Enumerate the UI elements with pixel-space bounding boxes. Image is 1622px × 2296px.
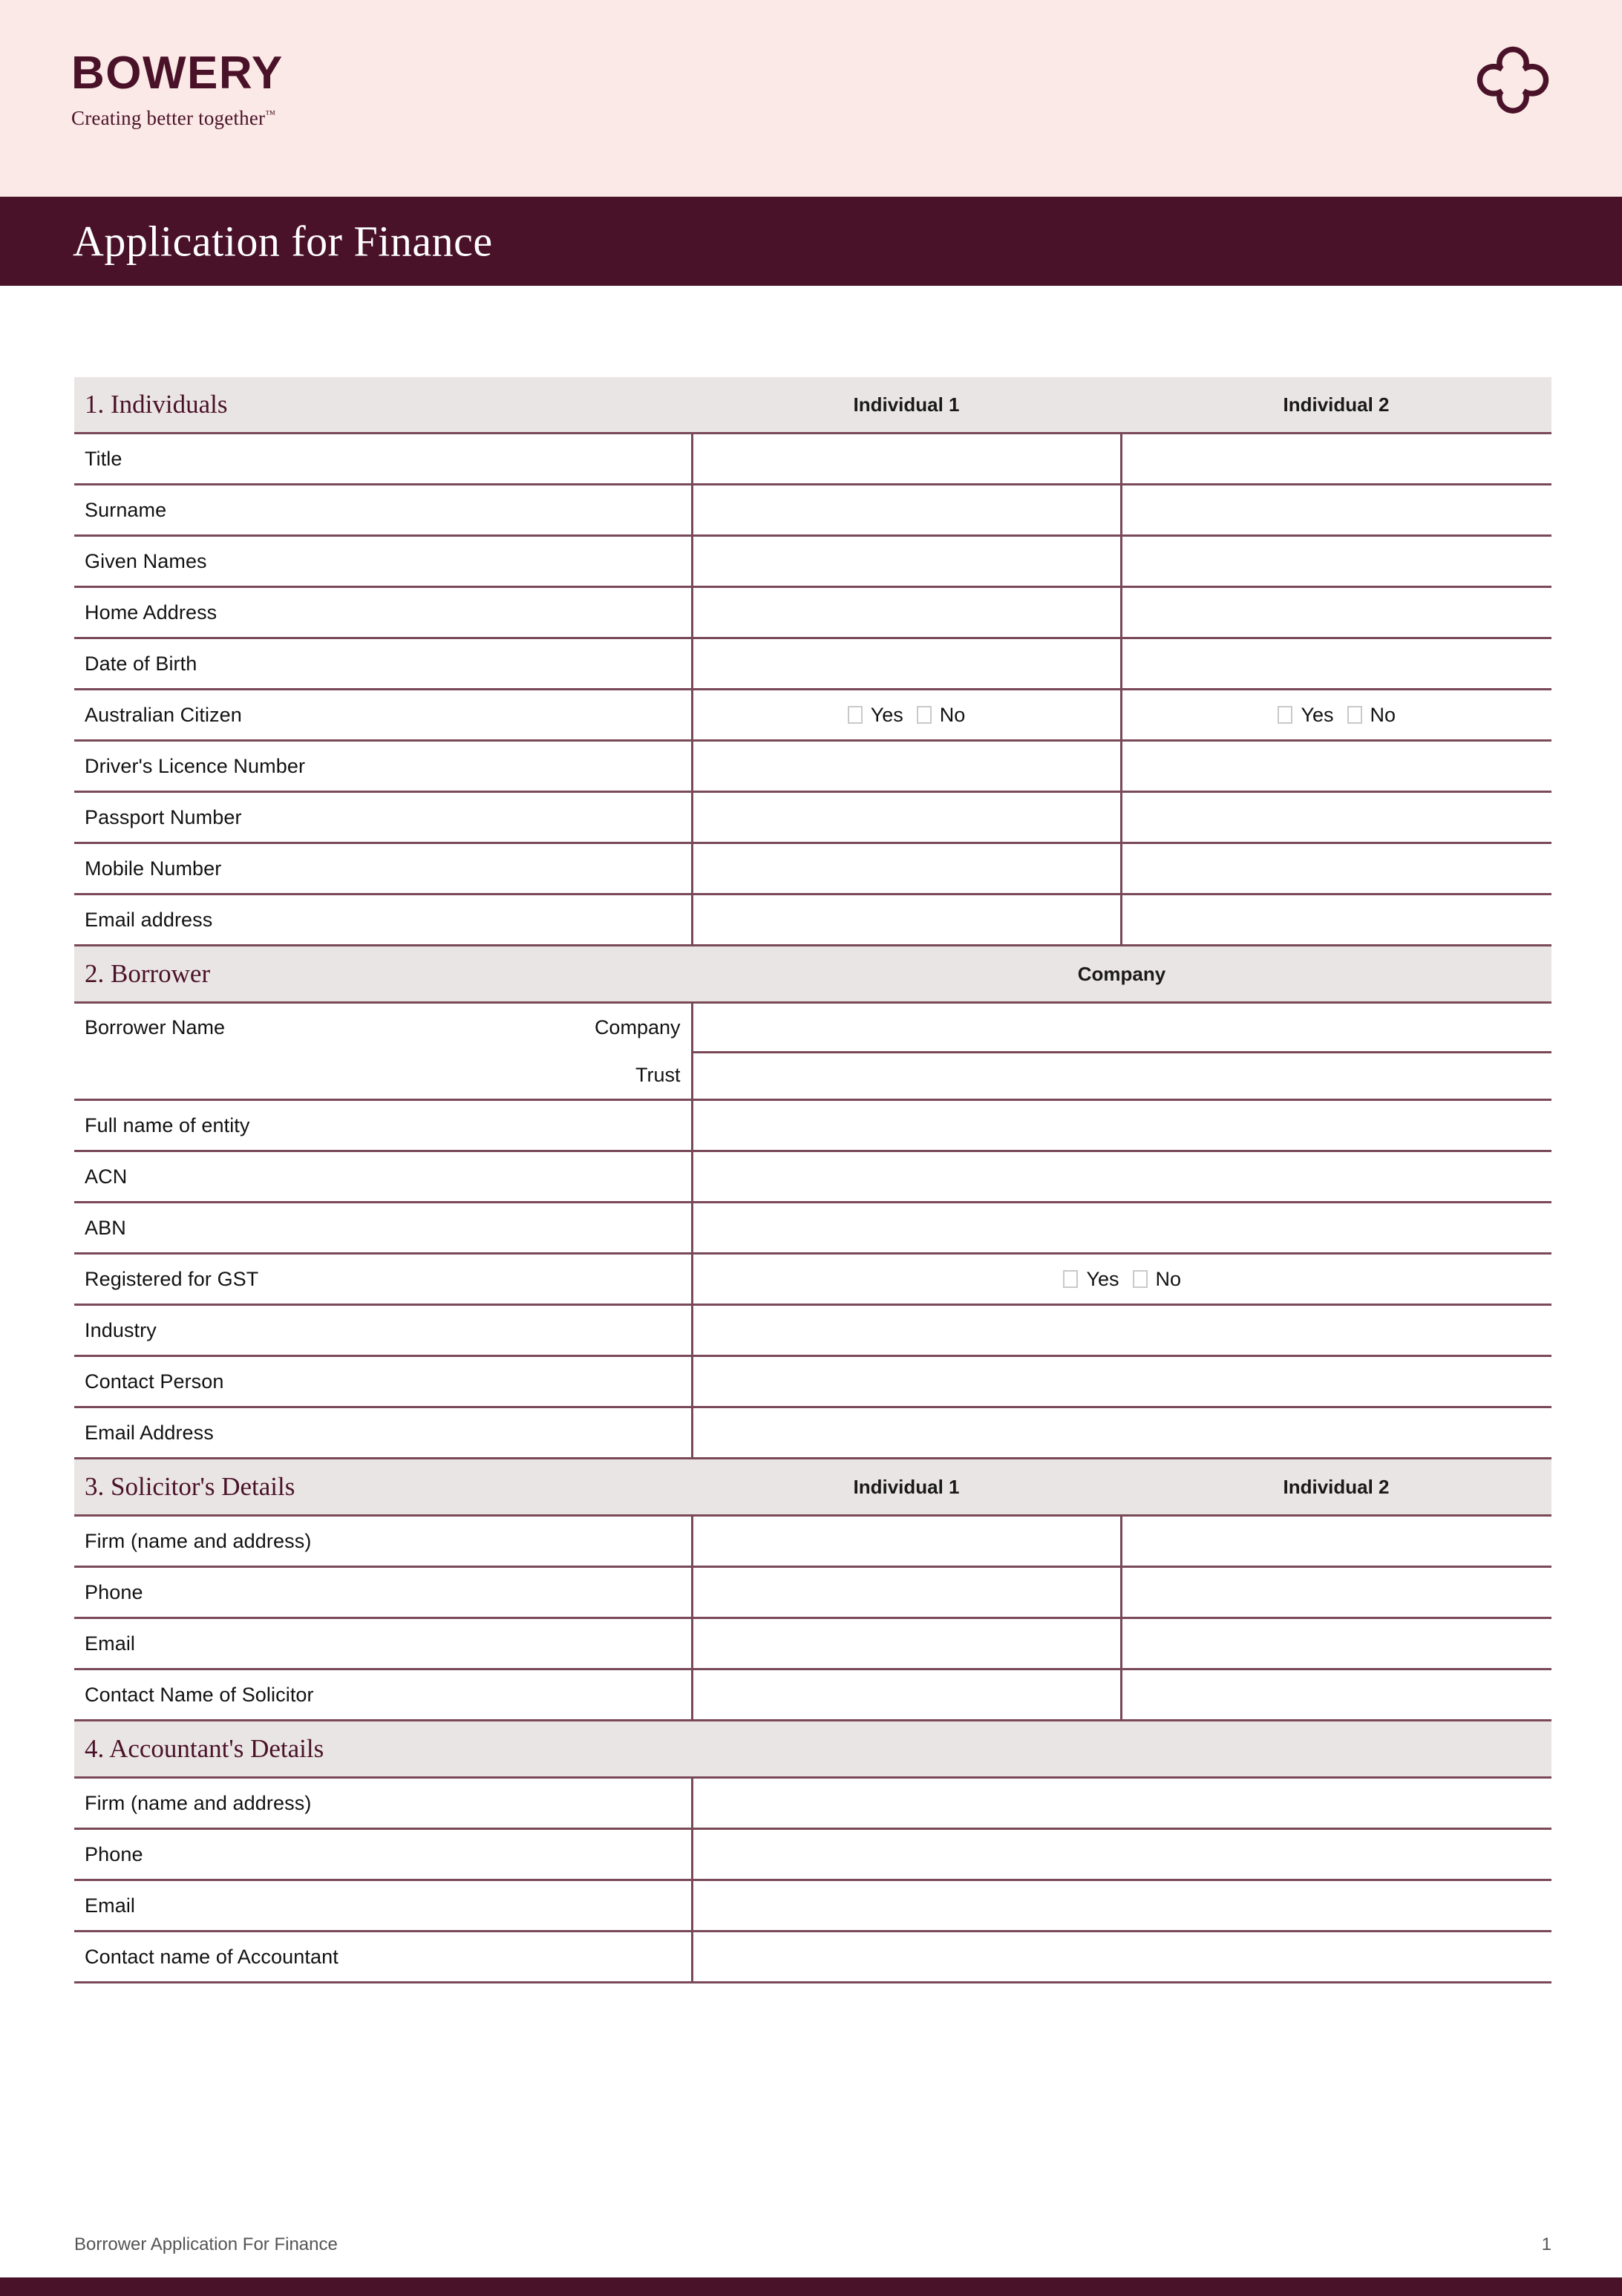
form-field-row [74, 1880, 1551, 1932]
field-input-cell-1[interactable] [692, 536, 1121, 587]
checkbox-label-no: No [1370, 703, 1396, 726]
field-label: Industry [74, 1305, 692, 1356]
section-title: 2. Borrower [74, 946, 692, 1003]
field-input-cell-1[interactable] [692, 894, 1121, 946]
brand-logo [71, 50, 284, 130]
trademark-symbol: ™ [265, 109, 276, 120]
field-input-cell-1[interactable] [692, 1669, 1121, 1721]
field-input-cell-2[interactable] [1121, 843, 1551, 894]
section-column-header-2: Individual 2 [1121, 377, 1551, 434]
field-input-cell-2[interactable] [1121, 690, 1551, 741]
footer-page-number: 1 [1541, 2234, 1551, 2254]
field-input-trust[interactable] [693, 1051, 1552, 1099]
checkbox-no[interactable] [917, 706, 932, 724]
field-label: Email [74, 1618, 692, 1669]
form-field-row [74, 1778, 1551, 1829]
field-label: Phone [74, 1567, 692, 1618]
checkbox-label-yes: Yes [870, 703, 903, 726]
field-input-cell-2[interactable] [1121, 741, 1551, 792]
choice-yes[interactable] [848, 704, 903, 727]
field-input-cell-1[interactable] [692, 1778, 1551, 1829]
field-label: Driver's Licence Number [74, 741, 692, 792]
field-input-cell-1[interactable] [692, 1254, 1551, 1305]
brand-name: BOWERY [71, 48, 284, 99]
choice-yes[interactable] [1063, 1268, 1119, 1291]
field-label: Firm (name and address) [74, 1778, 692, 1829]
field-label: Contact Person [74, 1356, 692, 1407]
field-input-cell-2[interactable] [1121, 485, 1551, 536]
field-input-cell-1[interactable] [692, 1305, 1551, 1356]
field-sublabel-company: Company [594, 1016, 681, 1039]
section-header-spacer [692, 1721, 1551, 1778]
section-title: 1. Individuals [74, 377, 692, 434]
choice-no[interactable] [917, 704, 966, 727]
field-label: Given Names [74, 536, 692, 587]
form-field-row [74, 536, 1551, 587]
form-field-row [74, 843, 1551, 894]
field-label: Firm (name and address) [74, 1516, 692, 1567]
choice-no[interactable] [1347, 704, 1396, 727]
form-body [74, 377, 1551, 1983]
field-sublabel-trust: Trust [635, 1064, 681, 1086]
section-column-header-1: Company [692, 946, 1551, 1003]
field-input-cell-1[interactable] [692, 1407, 1551, 1459]
form-field-row [74, 1151, 1551, 1203]
field-label: ACN [74, 1151, 692, 1203]
checkbox-label-no: No [939, 703, 966, 726]
field-label: Date of Birth [74, 638, 692, 690]
section-title: 4. Accountant's Details [74, 1721, 692, 1778]
field-input-cell-1[interactable] [692, 1829, 1551, 1880]
field-input-cell-1[interactable] [692, 1356, 1551, 1407]
field-input-cell-2[interactable] [1121, 792, 1551, 843]
field-input-cell-2[interactable] [1121, 434, 1551, 485]
section-title: 3. Solicitor's Details [74, 1459, 692, 1516]
yes-no-choice-group [694, 704, 1119, 727]
field-input-cell-1[interactable] [692, 1516, 1121, 1567]
form-field-row [74, 1618, 1551, 1669]
quatrefoil-logo-icon [1474, 43, 1552, 122]
field-label: Email [74, 1880, 692, 1932]
field-label: Phone [74, 1829, 692, 1880]
field-input-cell-2[interactable] [1121, 1516, 1551, 1567]
section-column-header-1: Individual 1 [692, 1459, 1121, 1516]
field-input-cell-1[interactable] [692, 485, 1121, 536]
yes-no-choice-group [1123, 704, 1551, 727]
field-input-cell-1[interactable] [692, 1203, 1551, 1254]
title-banner [0, 197, 1622, 286]
form-field-row [74, 1100, 1551, 1151]
field-label: Surname [74, 485, 692, 536]
bottom-accent-bar [0, 2277, 1622, 2296]
field-input-cell-1[interactable] [692, 741, 1121, 792]
checkbox-no[interactable] [1133, 1270, 1148, 1288]
field-label: Contact name of Accountant [74, 1932, 692, 1983]
checkbox-no[interactable] [1347, 706, 1362, 724]
field-input-cell-2[interactable] [1121, 638, 1551, 690]
field-label: Full name of entity [74, 1100, 692, 1151]
form-field-row [74, 638, 1551, 690]
field-input-cell-1[interactable] [692, 638, 1121, 690]
checkbox-yes[interactable] [848, 706, 863, 724]
section-header-row [74, 946, 1551, 1003]
form-field-row [74, 690, 1551, 741]
form-field-row [74, 741, 1551, 792]
form-field-row [74, 1407, 1551, 1459]
field-input-company[interactable] [693, 1004, 1552, 1051]
field-input-cell-1[interactable] [692, 1100, 1551, 1151]
section-header-row [74, 377, 1551, 434]
masthead [0, 0, 1622, 197]
field-label: Contact Name of Solicitor [74, 1669, 692, 1721]
field-input-cell-2[interactable] [1121, 536, 1551, 587]
form-field-row [74, 792, 1551, 843]
section-column-header-2: Individual 2 [1121, 1459, 1551, 1516]
brand-tagline-text: Creating better together [71, 107, 266, 129]
field-label: Registered for GST [74, 1254, 692, 1305]
footer-document-name: Borrower Application For Finance [74, 2234, 338, 2254]
field-input-cell-1[interactable] [692, 1567, 1121, 1618]
page-footer [74, 2234, 1551, 2255]
form-field-row [74, 1516, 1551, 1567]
field-input-cell-2[interactable] [1121, 1669, 1551, 1721]
field-input-cell[interactable] [692, 1003, 1551, 1100]
form-field-row [74, 1356, 1551, 1407]
form-field-row [74, 1829, 1551, 1880]
field-label: Borrower Name [85, 1016, 226, 1039]
field-input-cell-1[interactable] [692, 1618, 1121, 1669]
form-field-row [74, 485, 1551, 536]
checkbox-label-no: No [1155, 1267, 1182, 1290]
field-label: Email address [74, 894, 692, 946]
field-input-cell-1[interactable] [692, 690, 1121, 741]
field-input-cell-2[interactable] [1121, 894, 1551, 946]
form-field-row [74, 1567, 1551, 1618]
application-form-table [74, 377, 1551, 1983]
section-column-header-1: Individual 1 [692, 377, 1121, 434]
field-input-cell-1[interactable] [692, 1932, 1551, 1983]
choice-yes[interactable] [1278, 704, 1333, 727]
brand-tagline [71, 107, 284, 130]
form-field-row [74, 1003, 1551, 1100]
field-label: Title [74, 434, 692, 485]
field-input-cell-2[interactable] [1121, 587, 1551, 638]
checkbox-yes[interactable] [1063, 1270, 1078, 1288]
field-input-cell-1[interactable] [692, 587, 1121, 638]
field-label: Email Address [74, 1407, 692, 1459]
form-field-row [74, 434, 1551, 485]
field-input-cell-1[interactable] [692, 792, 1121, 843]
form-field-row [74, 587, 1551, 638]
field-input-cell-1[interactable] [692, 1880, 1551, 1932]
field-label: Passport Number [74, 792, 692, 843]
choice-no[interactable] [1133, 1268, 1182, 1291]
field-input-cell-1[interactable] [692, 434, 1121, 485]
form-field-row [74, 1203, 1551, 1254]
page-title: Application for Finance [73, 217, 493, 266]
field-label: Mobile Number [74, 843, 692, 894]
section-header-row [74, 1459, 1551, 1516]
field-label: ABN [74, 1203, 692, 1254]
field-input-cell-2[interactable] [1121, 1618, 1551, 1669]
field-input-cell-1[interactable] [692, 843, 1121, 894]
field-input-cell-2[interactable] [1121, 1567, 1551, 1618]
yes-no-choice-group [694, 1268, 1551, 1291]
form-field-row [74, 894, 1551, 946]
section-header-row [74, 1721, 1551, 1778]
checkbox-label-yes: Yes [1086, 1267, 1119, 1290]
form-field-row [74, 1254, 1551, 1305]
checkbox-yes[interactable] [1278, 706, 1292, 724]
checkbox-label-yes: Yes [1301, 703, 1334, 726]
form-field-row [74, 1305, 1551, 1356]
field-input-cell-1[interactable] [692, 1151, 1551, 1203]
form-field-row [74, 1932, 1551, 1983]
field-label: Home Address [74, 587, 692, 638]
field-label-cell [74, 1003, 692, 1100]
form-field-row [74, 1669, 1551, 1721]
field-label: Australian Citizen [74, 690, 692, 741]
